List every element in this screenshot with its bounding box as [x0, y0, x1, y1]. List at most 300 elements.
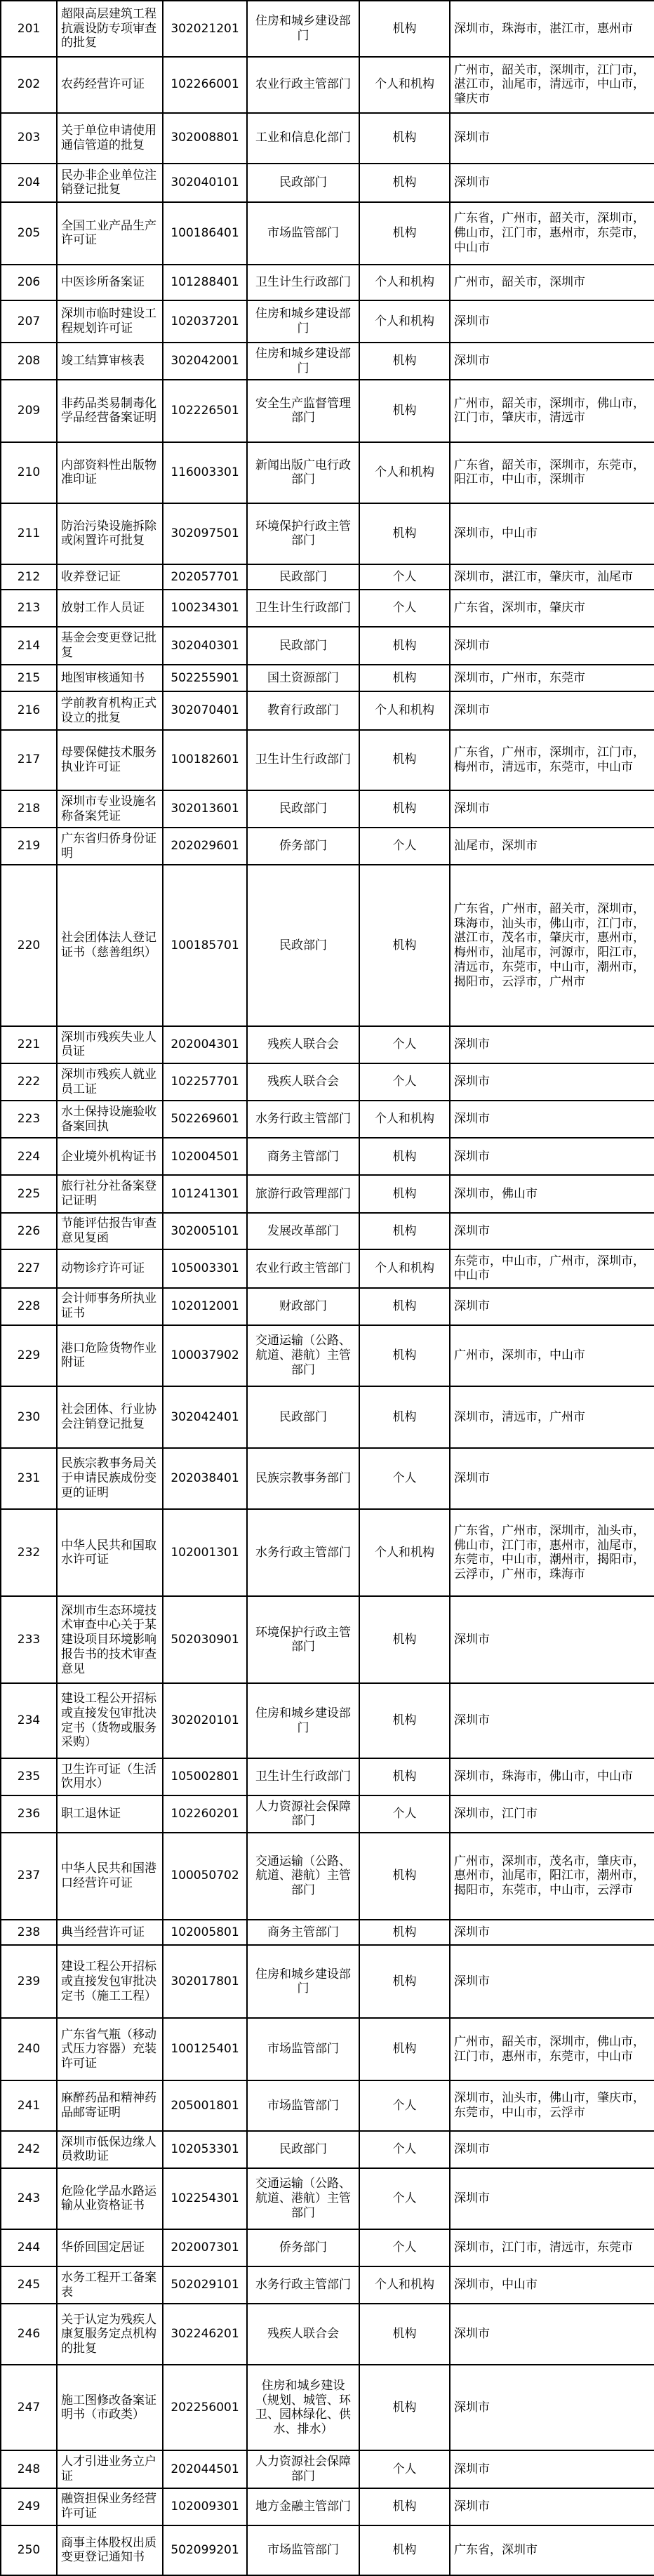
issuing-department: 卫生计生行政部门	[247, 1758, 359, 1795]
certificate-name: 节能评估报告审查意见复函	[57, 1213, 163, 1250]
holder-type: 个人和机构	[359, 1509, 450, 1596]
certificate-code: 202029601	[163, 828, 247, 865]
table-row	[1, 2450, 654, 2488]
issuing-department: 旅游行政管理部门	[247, 1175, 359, 1212]
issuing-department: 环境保护行政主管部门	[247, 503, 359, 564]
applicable-area: 深圳市	[450, 1448, 654, 1510]
certificate-name: 深圳市低保边缘人员救助证	[57, 2131, 163, 2168]
certificate-name: 母婴保健技术服务执业许可证	[57, 730, 163, 790]
certificate-name: 深圳市临时建设工程规划许可证	[57, 300, 163, 343]
applicable-area: 深圳市，汕头市，佛山市，肇庆市，东莞市，中山市，云浮市	[450, 2080, 654, 2131]
license-table-body	[1, 1, 654, 2575]
issuing-department: 住房和城乡建设部门	[247, 1683, 359, 1758]
certificate-code: 102004501	[163, 1138, 247, 1175]
applicable-area: 深圳市	[450, 1920, 654, 1946]
certificate-code: 202004301	[163, 1026, 247, 1063]
row-number: 227	[1, 1249, 57, 1287]
applicable-area: 广州市，韶关市，深圳市，佛山市，江门市，肇庆市，清远市	[450, 380, 654, 442]
applicable-area: 深圳市，湛江市，肇庆市，汕尾市	[450, 564, 654, 590]
table-row	[1, 1, 654, 57]
row-number: 248	[1, 2450, 57, 2488]
applicable-area: 深圳市	[450, 1945, 654, 2018]
certificate-name: 民办非企业单位注销登记批复	[57, 164, 163, 202]
issuing-department: 交通运输（公路、航道、港航）主管部门	[247, 1833, 359, 1920]
applicable-area: 深圳市	[450, 1596, 654, 1683]
certificate-name: 全国工业产品生产许可证	[57, 202, 163, 265]
issuing-department: 安全生产监督管理部门	[247, 380, 359, 442]
certificate-name: 放射工作人员证	[57, 590, 163, 627]
issuing-department: 水务行政主管部门	[247, 1509, 359, 1596]
row-number: 217	[1, 730, 57, 790]
applicable-area: 深圳市，江门市，清远市，东莞市	[450, 2229, 654, 2266]
table-row	[1, 164, 654, 202]
certificate-code: 302042001	[163, 343, 247, 380]
applicable-area: 深圳市，清远市，广州市	[450, 1386, 654, 1448]
issuing-department: 卫生计生行政部门	[247, 265, 359, 300]
issuing-department: 人力资源社会保障部门	[247, 2450, 359, 2488]
holder-type: 个人和机构	[359, 2266, 450, 2304]
holder-type: 个人和机构	[359, 57, 450, 113]
issuing-department: 商务主管部门	[247, 1138, 359, 1175]
issuing-department: 发展改革部门	[247, 1213, 359, 1250]
row-number: 240	[1, 2018, 57, 2080]
issuing-department: 财政部门	[247, 1288, 359, 1325]
holder-type: 个人和机构	[359, 1101, 450, 1138]
certificate-code: 105002801	[163, 1758, 247, 1795]
applicable-area: 深圳市，佛山市	[450, 1175, 654, 1212]
row-number: 239	[1, 1945, 57, 2018]
holder-type: 个人	[359, 2229, 450, 2266]
table-row	[1, 2304, 654, 2365]
holder-type: 个人和机构	[359, 442, 450, 504]
table-row	[1, 343, 654, 380]
row-number: 249	[1, 2488, 57, 2525]
applicable-area: 深圳市	[450, 1683, 654, 1758]
row-number: 223	[1, 1101, 57, 1138]
holder-type: 个人	[359, 590, 450, 627]
holder-type: 机构	[359, 202, 450, 265]
issuing-department: 住房和城乡建设部门	[247, 1945, 359, 2018]
certificate-code: 101288401	[163, 265, 247, 300]
applicable-area: 广州市，韶关市，深圳市	[450, 265, 654, 300]
certificate-code: 100037902	[163, 1325, 247, 1387]
issuing-department: 交通运输（公路、航道、港航）主管部门	[247, 1325, 359, 1387]
applicable-area: 深圳市，中山市	[450, 2266, 654, 2304]
certificate-name: 超限高层建筑工程抗震设防专项审查的批复	[57, 1, 163, 57]
certificate-code: 502030901	[163, 1596, 247, 1683]
certificate-name: 中华人民共和国港口经营许可证	[57, 1833, 163, 1920]
certificate-name: 深圳市残疾失业人员证	[57, 1026, 163, 1063]
certificate-name: 地图审核通知书	[57, 665, 163, 692]
table-row	[1, 2229, 654, 2266]
applicable-area: 深圳市	[450, 627, 654, 664]
applicable-area: 深圳市	[450, 113, 654, 164]
applicable-area: 广州市，深圳市，中山市	[450, 1325, 654, 1387]
issuing-department: 民政部门	[247, 164, 359, 202]
certificate-code: 102001301	[163, 1509, 247, 1596]
certificate-code: 302042401	[163, 1386, 247, 1448]
table-row	[1, 1920, 654, 1946]
holder-type: 机构	[359, 1138, 450, 1175]
issuing-department: 残疾人联合会	[247, 1063, 359, 1101]
certificate-name: 深圳市生态环境技术审查中心关于某建设项目环境影响报告书的技术审查意见	[57, 1596, 163, 1683]
certificate-name: 民族宗教事务局关于申请民族成份变更的证明	[57, 1448, 163, 1510]
certificate-name: 关于认定为残疾人康复服务定点机构的批复	[57, 2304, 163, 2365]
table-row	[1, 2266, 654, 2304]
certificate-code: 202038401	[163, 1448, 247, 1510]
issuing-department: 卫生计生行政部门	[247, 590, 359, 627]
table-row	[1, 1795, 654, 1833]
applicable-area: 深圳市，珠海市，佛山市，中山市	[450, 1758, 654, 1795]
issuing-department: 水务行政主管部门	[247, 2266, 359, 2304]
holder-type: 个人	[359, 2450, 450, 2488]
applicable-area: 深圳市	[450, 790, 654, 828]
applicable-area: 广州市，韶关市，深圳市，江门市，湛江市，汕尾市，清远市，中山市，肇庆市	[450, 57, 654, 113]
row-number: 233	[1, 1596, 57, 1683]
table-row	[1, 1945, 654, 2018]
table-row	[1, 865, 654, 1025]
row-number: 219	[1, 828, 57, 865]
table-row	[1, 627, 654, 664]
issuing-department: 交通运输（公路、航道、港航）主管部门	[247, 2168, 359, 2230]
issuing-department: 民政部门	[247, 790, 359, 828]
certificate-name: 会计师事务所执业证书	[57, 1288, 163, 1325]
holder-type: 个人	[359, 2168, 450, 2230]
certificate-code: 302021201	[163, 1, 247, 57]
certificate-code: 302040301	[163, 627, 247, 664]
certificate-name: 中华人民共和国取水许可证	[57, 1509, 163, 1596]
issuing-department: 住房和城乡建设（规划、城管、环卫、园林绿化、供水、排水）	[247, 2365, 359, 2450]
table-row	[1, 790, 654, 828]
holder-type: 个人和机构	[359, 691, 450, 729]
certificate-code: 502029101	[163, 2266, 247, 2304]
certificate-code: 100186401	[163, 202, 247, 265]
table-row	[1, 442, 654, 504]
row-number: 232	[1, 1509, 57, 1596]
row-number: 247	[1, 2365, 57, 2450]
certificate-code: 101241301	[163, 1175, 247, 1212]
certificate-code: 100234301	[163, 590, 247, 627]
row-number: 205	[1, 202, 57, 265]
certificate-name: 危险化学品水路运输从业资格证书	[57, 2168, 163, 2230]
certificate-name: 人才引进业务立户证	[57, 2450, 163, 2488]
holder-type: 机构	[359, 2304, 450, 2365]
holder-type: 机构	[359, 730, 450, 790]
certificate-name: 竣工结算审核表	[57, 343, 163, 380]
issuing-department: 教育行政部门	[247, 691, 359, 729]
table-row	[1, 1138, 654, 1175]
row-number: 244	[1, 2229, 57, 2266]
issuing-department: 住房和城乡建设部门	[247, 300, 359, 343]
row-number: 243	[1, 2168, 57, 2230]
holder-type: 机构	[359, 1386, 450, 1448]
applicable-area: 深圳市	[450, 2304, 654, 2365]
issuing-department: 民政部门	[247, 2131, 359, 2168]
certificate-name: 融资担保业务经营许可证	[57, 2488, 163, 2525]
certificate-name: 社会团体、行业协会注销登记批复	[57, 1386, 163, 1448]
row-number: 208	[1, 343, 57, 380]
table-row	[1, 1101, 654, 1138]
certificate-code: 302020101	[163, 1683, 247, 1758]
certificate-code: 502255901	[163, 665, 247, 692]
certificate-name: 水土保持设施验收备案回执	[57, 1101, 163, 1138]
applicable-area: 深圳市	[450, 1213, 654, 1250]
row-number: 207	[1, 300, 57, 343]
row-number: 202	[1, 57, 57, 113]
row-number: 229	[1, 1325, 57, 1387]
table-row	[1, 1596, 654, 1683]
certificate-code: 302017801	[163, 1945, 247, 2018]
applicable-area: 深圳市	[450, 1288, 654, 1325]
certificate-name: 动物诊疗许可证	[57, 1249, 163, 1287]
row-number: 210	[1, 442, 57, 504]
row-number: 226	[1, 1213, 57, 1250]
applicable-area: 广东省，深圳市，肇庆市	[450, 590, 654, 627]
issuing-department: 地方金融主管部门	[247, 2488, 359, 2525]
holder-type: 机构	[359, 1213, 450, 1250]
row-number: 212	[1, 564, 57, 590]
table-row	[1, 113, 654, 164]
row-number: 209	[1, 380, 57, 442]
row-number: 204	[1, 164, 57, 202]
row-number: 213	[1, 590, 57, 627]
applicable-area: 深圳市	[450, 2365, 654, 2450]
table-row	[1, 1213, 654, 1250]
holder-type: 个人	[359, 564, 450, 590]
row-number: 224	[1, 1138, 57, 1175]
table-row	[1, 202, 654, 265]
holder-type: 机构	[359, 665, 450, 692]
issuing-department: 民政部门	[247, 627, 359, 664]
certificate-code: 102257701	[163, 1063, 247, 1101]
certificate-code: 102009301	[163, 2488, 247, 2525]
holder-type: 机构	[359, 2018, 450, 2080]
issuing-department: 环境保护行政主管部门	[247, 1596, 359, 1683]
certificate-code: 202044501	[163, 2450, 247, 2488]
row-number: 234	[1, 1683, 57, 1758]
holder-type: 个人	[359, 2131, 450, 2168]
certificate-name: 麻醉药品和精神药品邮寄证明	[57, 2080, 163, 2131]
row-number: 235	[1, 1758, 57, 1795]
table-row	[1, 564, 654, 590]
certificate-code: 102012001	[163, 1288, 247, 1325]
certificate-name: 深圳市残疾人就业员工证	[57, 1063, 163, 1101]
applicable-area: 深圳市	[450, 1026, 654, 1063]
holder-type: 机构	[359, 113, 450, 164]
applicable-area: 深圳市，中山市	[450, 503, 654, 564]
holder-type: 个人和机构	[359, 1249, 450, 1287]
certificate-name: 建设工程公开招标或直接发包审批决定书（施工工程）	[57, 1945, 163, 2018]
certificate-name: 旅行社分社备案登记证明	[57, 1175, 163, 1212]
issuing-department: 残疾人联合会	[247, 1026, 359, 1063]
certificate-name: 内部资料性出版物准印证	[57, 442, 163, 504]
applicable-area: 深圳市	[450, 691, 654, 729]
issuing-department: 市场监管部门	[247, 2018, 359, 2080]
issuing-department: 侨务部门	[247, 2229, 359, 2266]
issuing-department: 住房和城乡建设部门	[247, 1, 359, 57]
row-number: 201	[1, 1, 57, 57]
holder-type: 机构	[359, 1945, 450, 2018]
table-row	[1, 1386, 654, 1448]
certificate-code: 105003301	[163, 1249, 247, 1287]
table-row	[1, 691, 654, 729]
holder-type: 机构	[359, 1920, 450, 1946]
table-row	[1, 2525, 654, 2575]
applicable-area: 广东省，广州市，深圳市，汕头市，佛山市，江门市，惠州市，汕尾市，东莞市，中山市，潮州市，揭阳市，云浮市，广州市，珠海市	[450, 1509, 654, 1596]
applicable-area: 深圳市，珠海市，湛江市，惠州市	[450, 1, 654, 57]
certificate-name: 水务工程开工备案表	[57, 2266, 163, 2304]
certificate-code: 100182601	[163, 730, 247, 790]
certificate-code: 302246201	[163, 2304, 247, 2365]
applicable-area: 广东省，广州市，韶关市，深圳市，珠海市，汕头市，佛山市，江门市，湛江市，茂名市，肇庆市，惠州市，梅州市，汕尾市，河源市，阳江市，清远市，东莞市，中山市，潮州市，揭阳市，云浮市，广州市	[450, 865, 654, 1025]
issuing-department: 民政部门	[247, 1386, 359, 1448]
applicable-area: 广州市，深圳市，茂名市，肇庆市，惠州市，汕尾市，阳江市，潮州市，揭阳市，东莞市，中山市，云浮市	[450, 1833, 654, 1920]
certificate-code: 202007301	[163, 2229, 247, 2266]
certificate-name: 施工图修改备案证明书（市政类）	[57, 2365, 163, 2450]
row-number: 214	[1, 627, 57, 664]
applicable-area: 深圳市	[450, 300, 654, 343]
table-row	[1, 1026, 654, 1063]
table-row	[1, 1175, 654, 1212]
applicable-area: 汕尾市，深圳市	[450, 828, 654, 865]
table-row	[1, 828, 654, 865]
table-row	[1, 590, 654, 627]
certificate-code: 102226501	[163, 380, 247, 442]
certificate-name: 基金会变更登记批复	[57, 627, 163, 664]
holder-type: 机构	[359, 1175, 450, 1212]
holder-type: 个人	[359, 2080, 450, 2131]
table-row	[1, 1509, 654, 1596]
certificate-code: 116003301	[163, 442, 247, 504]
holder-type: 机构	[359, 1, 450, 57]
certificate-name: 职工退休证	[57, 1795, 163, 1833]
table-row	[1, 57, 654, 113]
applicable-area: 深圳市	[450, 2131, 654, 2168]
applicable-area: 东莞市，中山市，广州市，深圳市，中山市	[450, 1249, 654, 1287]
issuing-department: 住房和城乡建设部门	[247, 343, 359, 380]
certificate-code: 102260201	[163, 1795, 247, 1833]
row-number: 220	[1, 865, 57, 1025]
row-number: 203	[1, 113, 57, 164]
holder-type: 机构	[359, 164, 450, 202]
issuing-department: 民政部门	[247, 564, 359, 590]
applicable-area: 广东省，广州市，深圳市，江门市，梅州市，清远市，东莞市，中山市	[450, 730, 654, 790]
holder-type: 机构	[359, 1288, 450, 1325]
holder-type: 机构	[359, 2525, 450, 2575]
table-row	[1, 1325, 654, 1387]
holder-type: 个人	[359, 1063, 450, 1101]
holder-type: 个人	[359, 1026, 450, 1063]
row-number: 221	[1, 1026, 57, 1063]
table-row	[1, 1288, 654, 1325]
table-row	[1, 1249, 654, 1287]
table-row	[1, 2131, 654, 2168]
row-number: 250	[1, 2525, 57, 2575]
table-row	[1, 1063, 654, 1101]
applicable-area: 深圳市，广州市，东莞市	[450, 665, 654, 692]
holder-type: 机构	[359, 503, 450, 564]
row-number: 246	[1, 2304, 57, 2365]
applicable-area: 深圳市，江门市	[450, 1795, 654, 1833]
applicable-area: 深圳市	[450, 1138, 654, 1175]
issuing-department: 市场监管部门	[247, 2080, 359, 2131]
table-row	[1, 2080, 654, 2131]
certificate-name: 学前教育机构正式设立的批复	[57, 691, 163, 729]
certificate-name: 收养登记证	[57, 564, 163, 590]
applicable-area: 广东省，深圳市	[450, 2525, 654, 2575]
certificate-code: 302005101	[163, 1213, 247, 1250]
certificate-code: 205001801	[163, 2080, 247, 2131]
certificate-name: 典当经营许可证	[57, 1920, 163, 1946]
holder-type: 机构	[359, 1596, 450, 1683]
holder-type: 机构	[359, 1683, 450, 1758]
row-number: 206	[1, 265, 57, 300]
holder-type: 机构	[359, 343, 450, 380]
certificate-name: 广东省气瓶（移动式压力容器）充装许可证	[57, 2018, 163, 2080]
table-row	[1, 1758, 654, 1795]
row-number: 228	[1, 1288, 57, 1325]
table-row	[1, 380, 654, 442]
certificate-code: 302070401	[163, 691, 247, 729]
certificate-code: 102254301	[163, 2168, 247, 2230]
issuing-department: 市场监管部门	[247, 2525, 359, 2575]
holder-type: 机构	[359, 1758, 450, 1795]
row-number: 230	[1, 1386, 57, 1448]
issuing-department: 农业行政主管部门	[247, 57, 359, 113]
table-row	[1, 730, 654, 790]
certificate-code: 100050702	[163, 1833, 247, 1920]
holder-type: 机构	[359, 865, 450, 1025]
issuing-department: 侨务部门	[247, 828, 359, 865]
certificate-code: 102266001	[163, 57, 247, 113]
holder-type: 机构	[359, 1833, 450, 1920]
certificate-code: 102053301	[163, 2131, 247, 2168]
applicable-area: 深圳市	[450, 2450, 654, 2488]
applicable-area: 深圳市	[450, 1063, 654, 1101]
row-number: 236	[1, 1795, 57, 1833]
applicable-area: 深圳市	[450, 164, 654, 202]
certificate-code: 202057701	[163, 564, 247, 590]
issuing-department: 国土资源部门	[247, 665, 359, 692]
holder-type: 个人	[359, 828, 450, 865]
row-number: 245	[1, 2266, 57, 2304]
row-number: 211	[1, 503, 57, 564]
certificate-code: 102037201	[163, 300, 247, 343]
table-row	[1, 2488, 654, 2525]
holder-type: 个人	[359, 1795, 450, 1833]
certificate-code: 302040101	[163, 164, 247, 202]
issuing-department: 新闻出版广电行政部门	[247, 442, 359, 504]
applicable-area: 深圳市	[450, 1101, 654, 1138]
holder-type: 个人和机构	[359, 300, 450, 343]
certificate-name: 社会团体法人登记证书（慈善组织）	[57, 865, 163, 1025]
table-row	[1, 300, 654, 343]
issuing-department: 市场监管部门	[247, 202, 359, 265]
holder-type: 机构	[359, 2365, 450, 2450]
applicable-area: 广州市，韶关市，深圳市，佛山市，江门市，惠州市，东莞市，中山市	[450, 2018, 654, 2080]
issuing-department: 民政部门	[247, 865, 359, 1025]
row-number: 222	[1, 1063, 57, 1101]
issuing-department: 工业和信息化部门	[247, 113, 359, 164]
row-number: 225	[1, 1175, 57, 1212]
certificate-name: 深圳市专业设施名称备案凭证	[57, 790, 163, 828]
row-number: 237	[1, 1833, 57, 1920]
row-number: 242	[1, 2131, 57, 2168]
holder-type: 机构	[359, 627, 450, 664]
applicable-area: 深圳市	[450, 2488, 654, 2525]
issuing-department: 人力资源社会保障部门	[247, 1795, 359, 1833]
issuing-department: 民族宗教事务部门	[247, 1448, 359, 1510]
